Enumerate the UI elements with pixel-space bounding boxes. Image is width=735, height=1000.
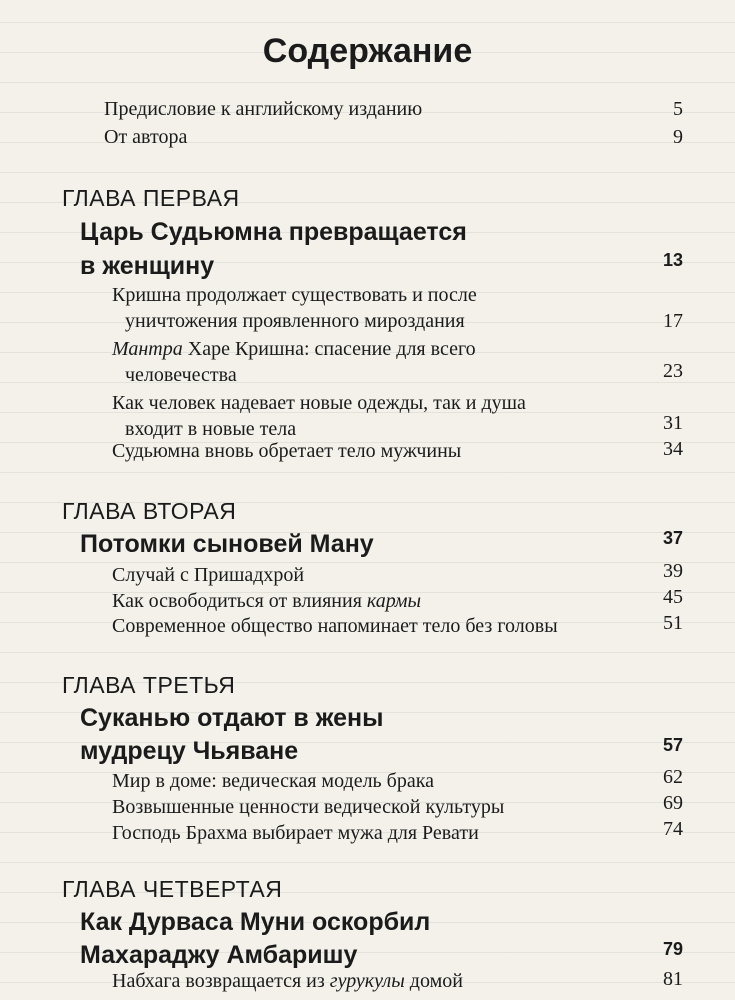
- chapter-title[interactable]: Суканью отдают в жены: [80, 704, 384, 732]
- italic-term: кармы: [366, 590, 422, 612]
- page-number: 45: [663, 586, 683, 608]
- toc-entry-continued[interactable]: человечества: [125, 364, 237, 386]
- chapter-title[interactable]: Царь Судьюмна превращается: [80, 218, 467, 246]
- chapter-title[interactable]: Махараджу Амбаришу: [80, 941, 358, 969]
- chapter-title[interactable]: в женщину: [80, 252, 215, 280]
- page-number: 62: [663, 766, 683, 788]
- page-number: 13: [662, 250, 683, 270]
- toc-entry-author[interactable]: От автора: [104, 126, 188, 148]
- chapter-heading: ГЛАВА ВТОРАЯ: [62, 498, 237, 524]
- toc-entry[interactable]: Мир в доме: ведическая модель брака: [112, 770, 435, 792]
- page-number: 37: [662, 528, 683, 548]
- page-number: 39: [663, 560, 683, 582]
- page-number: 34: [663, 438, 683, 460]
- chapter-heading: ГЛАВА ТРЕТЬЯ: [62, 672, 236, 698]
- page-number: 17: [663, 310, 683, 332]
- toc-entry-text: домой: [404, 970, 463, 992]
- page-number: 57: [662, 735, 683, 755]
- chapter-title[interactable]: Как Дурваса Муни оскорбил: [80, 908, 431, 936]
- chapter-heading: ГЛАВА ПЕРВАЯ: [62, 185, 240, 211]
- page-number: 5: [673, 98, 683, 120]
- page-title: Содержание: [262, 32, 473, 70]
- toc-entry[interactable]: Кришна продолжает существовать и после: [112, 284, 477, 306]
- toc-entry[interactable]: Господь Брахма выбирает мужа для Ревати: [112, 822, 479, 844]
- toc-entry[interactable]: Как человек надевает новые одежды, так и душа: [112, 392, 526, 414]
- page-number: 74: [663, 818, 683, 840]
- toc-entry-text: Харе Кришна: спасение для всего: [182, 338, 476, 360]
- page-number: 9: [673, 126, 683, 148]
- page-number: 31: [663, 412, 683, 434]
- toc-entry[interactable]: Современное общество напоминает тело без головы: [112, 615, 558, 637]
- toc-entry-text: Как освободиться от влияния: [112, 590, 367, 612]
- chapter-heading: ГЛАВА ЧЕТВЕРТАЯ: [62, 876, 283, 902]
- toc-entry-text: Набхага возвращается из: [112, 970, 330, 992]
- chapter-title[interactable]: мудрецу Чьяване: [80, 737, 299, 765]
- toc-entry-continued[interactable]: входит в новые тела: [125, 418, 297, 440]
- page-number: 69: [663, 792, 683, 814]
- italic-term: Мантра: [112, 338, 183, 360]
- page-number: 79: [662, 939, 683, 959]
- toc-entry[interactable]: [112, 590, 421, 613]
- italic-term: гурукулы: [329, 970, 405, 992]
- toc-entry-preface[interactable]: Предисловие к английскому изданию: [104, 98, 423, 120]
- toc-entry[interactable]: Возвышенные ценности ведической культуры: [112, 796, 505, 818]
- page-number: 81: [663, 968, 683, 990]
- toc-entry[interactable]: [112, 338, 476, 361]
- chapter-title[interactable]: Потомки сыновей Ману: [80, 530, 374, 558]
- page-number: 51: [663, 612, 683, 634]
- toc-entry[interactable]: Случай с Пришадхрой: [112, 564, 305, 586]
- toc-entry-continued[interactable]: уничтожения проявленного мироздания: [125, 310, 465, 332]
- toc-entry[interactable]: Судьюмна вновь обретает тело мужчины: [112, 440, 462, 462]
- toc-entry[interactable]: [112, 970, 463, 993]
- page-number: 23: [663, 360, 683, 382]
